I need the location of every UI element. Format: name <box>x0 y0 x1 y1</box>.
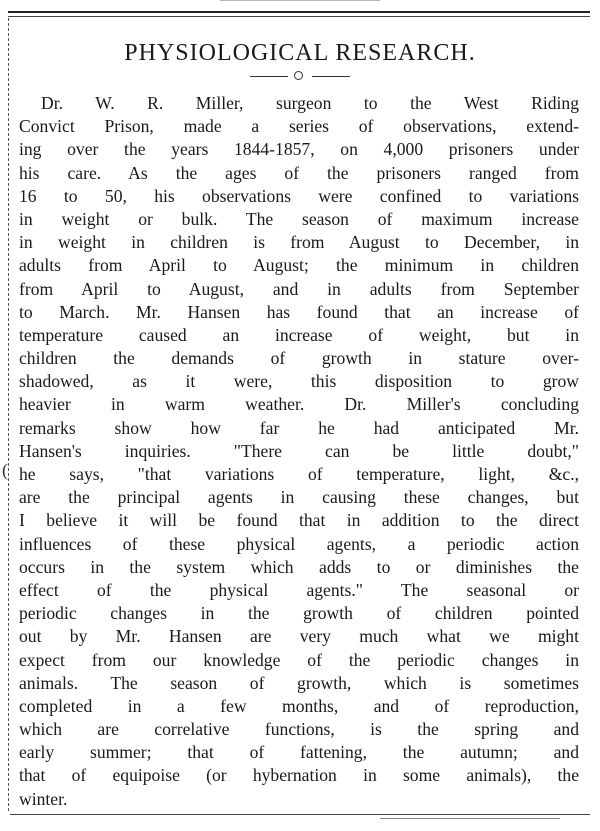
body-line: influences of these physical agents, a periodic action <box>19 533 579 554</box>
body-line: expect from our knowledge of the periodic changes in <box>19 649 579 670</box>
body-line: early summer; that of fattening, the autumn; and <box>19 742 579 763</box>
body-line: heavier in warm weather. Dr. Miller's concluding <box>19 394 579 415</box>
body-line: Dr. W. R. Miller, surgeon to the West Riding <box>41 93 579 113</box>
body-line: out by Mr. Hansen are very much what we might <box>19 626 579 647</box>
column-left-rule <box>8 18 9 811</box>
top-cropped-rule <box>220 0 380 7</box>
body-line: which are correlative functions, is the spring and <box>19 719 579 740</box>
body-line: in weight in children is from August to December, in <box>19 232 579 253</box>
bottom-rule <box>10 814 590 815</box>
ornament-circle-icon <box>294 71 303 80</box>
body-line: children the demands of growth in stature over- <box>19 348 579 369</box>
body-line: to March. Mr. Hansen has found that an increase of <box>19 301 579 322</box>
body-line: from April to August, and in adults from September <box>19 278 579 299</box>
body-line: winter. <box>19 788 68 809</box>
body-line: his care. As the ages of the prisoners ranged from <box>19 162 579 183</box>
title-ornament <box>250 71 350 81</box>
body-line: I believe it will be found that in addition to the direct <box>19 510 579 531</box>
ornament-line-left <box>250 76 288 77</box>
body-line: shadowed, as it were, this disposition to grow <box>19 371 579 392</box>
body-line: in weight or bulk. The season of maximum increase <box>19 208 579 229</box>
body-line: completed in a few months, and of reproduction, <box>19 695 579 716</box>
body-line: Convict Prison, made a series of observations, extend- <box>19 116 579 137</box>
body-line: 16 to 50, his observations were confined to variations <box>19 185 579 206</box>
article-body <box>19 92 579 811</box>
bottom-cropped-rule <box>380 818 560 827</box>
body-line: remarks show how far he had anticipated Mr. <box>19 417 579 438</box>
body-line: Hansen's inquiries. "There can be little doubt," <box>19 440 579 461</box>
top-rule-thin <box>8 16 590 17</box>
body-line: ing over the years 1844-1857, on 4,000 prisoners under <box>19 139 579 160</box>
body-line: adults from April to August; the minimum in children <box>19 255 579 276</box>
body-line: he says, "that variations of temperature, light, &c., <box>19 464 579 484</box>
article-title: PHYSIOLOGICAL RESEARCH. <box>124 40 476 66</box>
body-line: occurs in the system which adds to or diminishes the <box>19 556 579 577</box>
body-line: temperature caused an increase of weight, but in <box>19 324 579 345</box>
body-line: effect of the physical agents." The seasonal or <box>19 579 579 600</box>
body-line: that of equipoise (or hybernation in some animals), the <box>19 765 579 786</box>
body-line: periodic changes in the growth of children pointed <box>19 603 579 624</box>
margin-mark: ( <box>2 460 8 480</box>
body-line: are the principal agents in causing these changes, but <box>19 487 579 508</box>
top-rule <box>8 11 590 13</box>
body-line: animals. The season of growth, which is sometimes <box>19 672 579 693</box>
ornament-line-right <box>312 76 350 77</box>
